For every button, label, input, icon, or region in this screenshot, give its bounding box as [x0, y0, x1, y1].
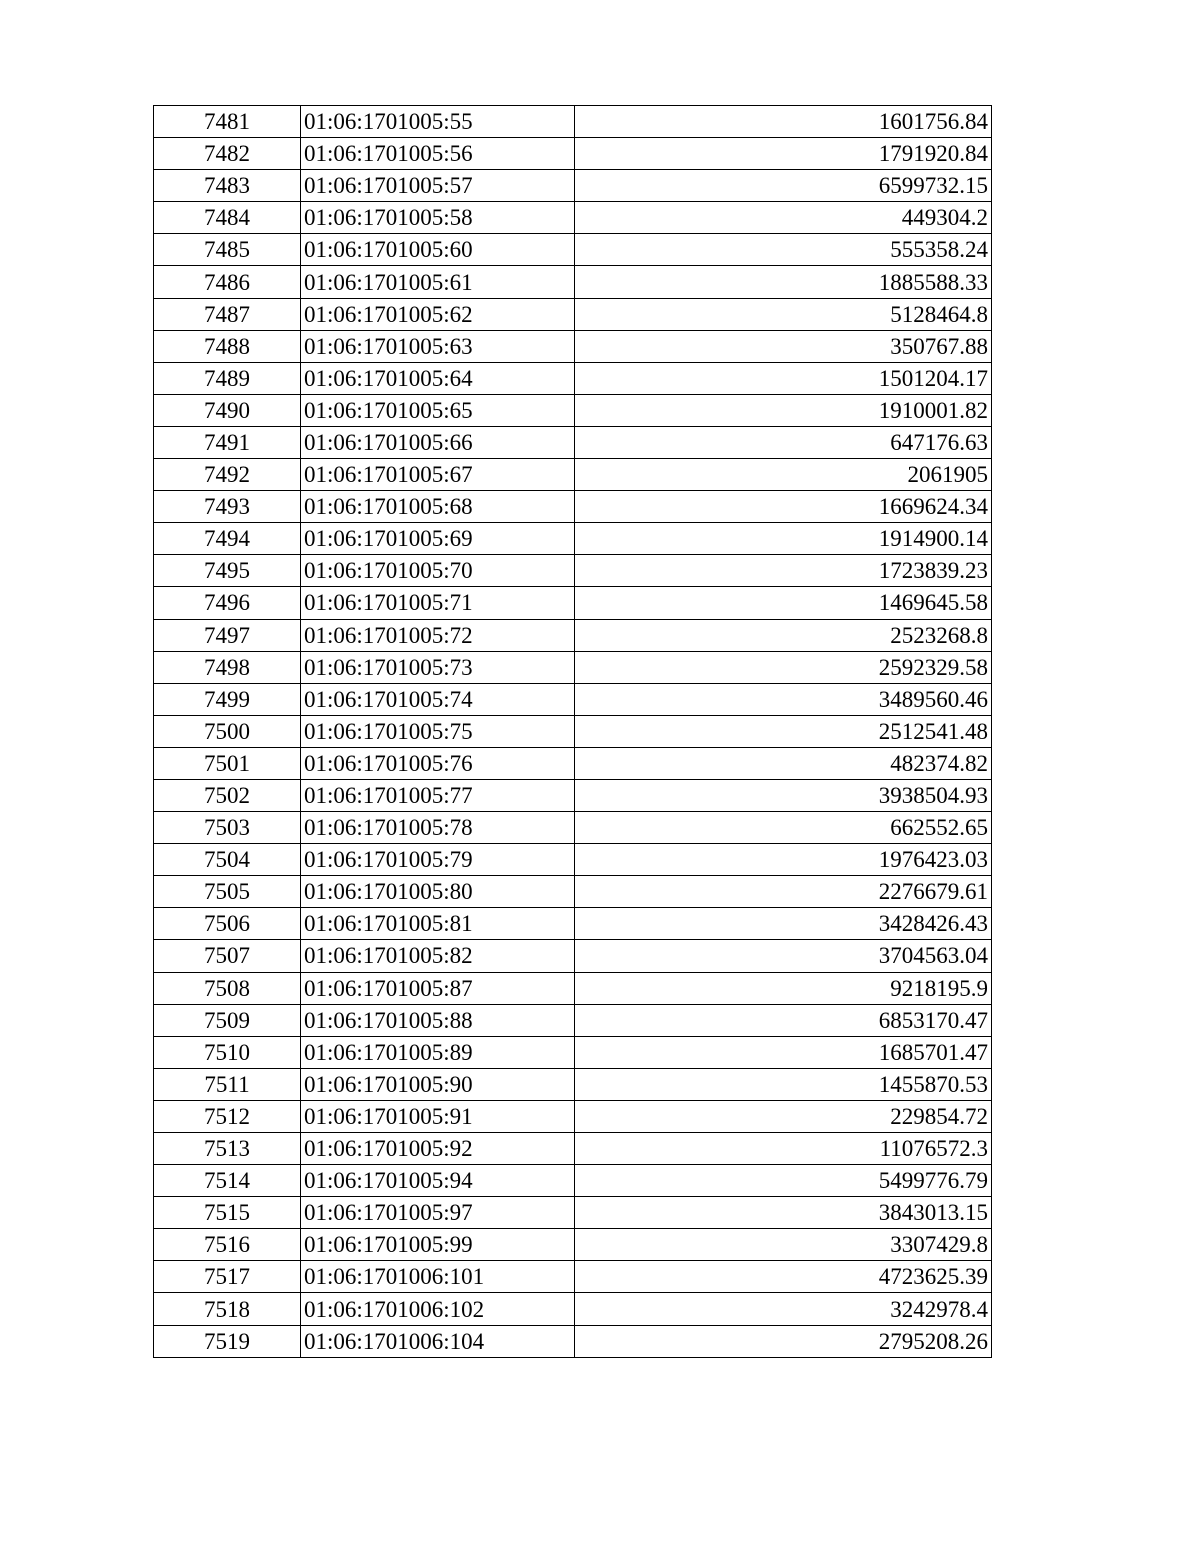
row-number-cell: 7484 — [154, 202, 301, 234]
cadastral-number-cell: 01:06:1701005:60 — [301, 234, 575, 266]
row-number-cell: 7483 — [154, 170, 301, 202]
row-number-cell: 7499 — [154, 683, 301, 715]
row-number-cell: 7482 — [154, 138, 301, 170]
cadastral-number-cell: 01:06:1701005:67 — [301, 459, 575, 491]
cadastral-number-cell: 01:06:1701005:79 — [301, 844, 575, 876]
row-number-cell: 7495 — [154, 555, 301, 587]
row-number-cell: 7510 — [154, 1036, 301, 1068]
value-cell: 662552.65 — [575, 812, 992, 844]
table-row — [154, 1293, 992, 1325]
table-row — [154, 234, 992, 266]
row-number-cell: 7501 — [154, 747, 301, 779]
value-cell: 5128464.8 — [575, 298, 992, 330]
cadastral-number-cell: 01:06:1701005:72 — [301, 619, 575, 651]
row-number-cell: 7508 — [154, 972, 301, 1004]
table-row — [154, 1197, 992, 1229]
value-cell: 229854.72 — [575, 1100, 992, 1132]
table-row — [154, 812, 992, 844]
value-cell: 1501204.17 — [575, 362, 992, 394]
value-cell: 3938504.93 — [575, 779, 992, 811]
value-cell: 5499776.79 — [575, 1165, 992, 1197]
cadastral-number-cell: 01:06:1701005:80 — [301, 876, 575, 908]
table-row — [154, 844, 992, 876]
cadastral-number-cell: 01:06:1701005:65 — [301, 394, 575, 426]
cadastral-number-cell: 01:06:1701005:73 — [301, 651, 575, 683]
table-row — [154, 491, 992, 523]
table-row — [154, 587, 992, 619]
table-body — [154, 106, 992, 1358]
table-row — [154, 555, 992, 587]
value-cell: 350767.88 — [575, 330, 992, 362]
value-cell: 1469645.58 — [575, 587, 992, 619]
row-number-cell: 7486 — [154, 266, 301, 298]
cadastral-number-cell: 01:06:1701005:66 — [301, 426, 575, 458]
cadastral-number-cell: 01:06:1701005:78 — [301, 812, 575, 844]
row-number-cell: 7498 — [154, 651, 301, 683]
table-row — [154, 1325, 992, 1357]
table-row — [154, 426, 992, 458]
cadastral-number-cell: 01:06:1701005:68 — [301, 491, 575, 523]
value-cell: 1669624.34 — [575, 491, 992, 523]
cadastral-number-cell: 01:06:1701005:82 — [301, 940, 575, 972]
value-cell: 3428426.43 — [575, 908, 992, 940]
row-number-cell: 7497 — [154, 619, 301, 651]
table-row — [154, 876, 992, 908]
value-cell: 9218195.9 — [575, 972, 992, 1004]
cadastral-number-cell: 01:06:1701005:77 — [301, 779, 575, 811]
row-number-cell: 7488 — [154, 330, 301, 362]
cadastral-number-cell: 01:06:1701005:58 — [301, 202, 575, 234]
value-cell: 3242978.4 — [575, 1293, 992, 1325]
value-cell: 6853170.47 — [575, 1004, 992, 1036]
row-number-cell: 7517 — [154, 1261, 301, 1293]
row-number-cell: 7485 — [154, 234, 301, 266]
cadastral-number-cell: 01:06:1701005:90 — [301, 1068, 575, 1100]
row-number-cell: 7502 — [154, 779, 301, 811]
cadastral-number-cell: 01:06:1701005:97 — [301, 1197, 575, 1229]
table-row — [154, 138, 992, 170]
row-number-cell: 7509 — [154, 1004, 301, 1036]
row-number-cell: 7489 — [154, 362, 301, 394]
cadastral-number-cell: 01:06:1701006:102 — [301, 1293, 575, 1325]
row-number-cell: 7492 — [154, 459, 301, 491]
cadastral-number-cell: 01:06:1701005:62 — [301, 298, 575, 330]
value-cell: 2276679.61 — [575, 876, 992, 908]
table-row — [154, 330, 992, 362]
value-cell: 2523268.8 — [575, 619, 992, 651]
value-cell: 647176.63 — [575, 426, 992, 458]
row-number-cell: 7516 — [154, 1229, 301, 1261]
cadastral-number-cell: 01:06:1701005:61 — [301, 266, 575, 298]
value-cell: 1910001.82 — [575, 394, 992, 426]
cadastral-number-cell: 01:06:1701005:99 — [301, 1229, 575, 1261]
row-number-cell: 7513 — [154, 1133, 301, 1165]
row-number-cell: 7519 — [154, 1325, 301, 1357]
cadastral-number-cell: 01:06:1701005:71 — [301, 587, 575, 619]
value-cell: 2592329.58 — [575, 651, 992, 683]
value-cell: 4723625.39 — [575, 1261, 992, 1293]
table-row — [154, 523, 992, 555]
table-row — [154, 298, 992, 330]
table-row — [154, 908, 992, 940]
table-row — [154, 651, 992, 683]
row-number-cell: 7506 — [154, 908, 301, 940]
cadastral-number-cell: 01:06:1701005:88 — [301, 1004, 575, 1036]
table-row — [154, 1004, 992, 1036]
value-cell: 2512541.48 — [575, 715, 992, 747]
cadastral-number-cell: 01:06:1701005:76 — [301, 747, 575, 779]
table-row — [154, 1229, 992, 1261]
cadastral-number-cell: 01:06:1701005:57 — [301, 170, 575, 202]
cadastral-number-cell: 01:06:1701005:63 — [301, 330, 575, 362]
table-row — [154, 1036, 992, 1068]
cadastral-number-cell: 01:06:1701005:91 — [301, 1100, 575, 1132]
value-cell: 3843013.15 — [575, 1197, 992, 1229]
value-cell: 449304.2 — [575, 202, 992, 234]
table-row — [154, 170, 992, 202]
value-cell: 1885588.33 — [575, 266, 992, 298]
cadastral-number-cell: 01:06:1701005:70 — [301, 555, 575, 587]
cadastral-value-table — [153, 105, 992, 1358]
table-row — [154, 779, 992, 811]
row-number-cell: 7487 — [154, 298, 301, 330]
row-number-cell: 7511 — [154, 1068, 301, 1100]
row-number-cell: 7500 — [154, 715, 301, 747]
cadastral-number-cell: 01:06:1701005:64 — [301, 362, 575, 394]
row-number-cell: 7494 — [154, 523, 301, 555]
cadastral-number-cell: 01:06:1701005:89 — [301, 1036, 575, 1068]
cadastral-number-cell: 01:06:1701005:92 — [301, 1133, 575, 1165]
table-row — [154, 1100, 992, 1132]
table-row — [154, 1133, 992, 1165]
cadastral-number-cell: 01:06:1701005:87 — [301, 972, 575, 1004]
table-row — [154, 747, 992, 779]
table-row — [154, 459, 992, 491]
value-cell: 3704563.04 — [575, 940, 992, 972]
row-number-cell: 7507 — [154, 940, 301, 972]
value-cell: 1601756.84 — [575, 106, 992, 138]
row-number-cell: 7490 — [154, 394, 301, 426]
cadastral-number-cell: 01:06:1701006:101 — [301, 1261, 575, 1293]
value-cell: 482374.82 — [575, 747, 992, 779]
row-number-cell: 7491 — [154, 426, 301, 458]
table-row — [154, 1165, 992, 1197]
value-cell: 3307429.8 — [575, 1229, 992, 1261]
cadastral-number-cell: 01:06:1701005:94 — [301, 1165, 575, 1197]
table-row — [154, 266, 992, 298]
table-row — [154, 362, 992, 394]
row-number-cell: 7493 — [154, 491, 301, 523]
value-cell: 3489560.46 — [575, 683, 992, 715]
table-row — [154, 715, 992, 747]
cadastral-number-cell: 01:06:1701005:75 — [301, 715, 575, 747]
value-cell: 555358.24 — [575, 234, 992, 266]
cadastral-number-cell: 01:06:1701006:104 — [301, 1325, 575, 1357]
value-cell: 1723839.23 — [575, 555, 992, 587]
cadastral-number-cell: 01:06:1701005:55 — [301, 106, 575, 138]
table-row — [154, 940, 992, 972]
row-number-cell: 7504 — [154, 844, 301, 876]
row-number-cell: 7496 — [154, 587, 301, 619]
table-row — [154, 972, 992, 1004]
table-row — [154, 619, 992, 651]
table-row — [154, 1068, 992, 1100]
value-cell: 1455870.53 — [575, 1068, 992, 1100]
table-row — [154, 394, 992, 426]
value-cell: 6599732.15 — [575, 170, 992, 202]
cadastral-number-cell: 01:06:1701005:69 — [301, 523, 575, 555]
value-cell: 1914900.14 — [575, 523, 992, 555]
value-cell: 11076572.3 — [575, 1133, 992, 1165]
value-cell: 2795208.26 — [575, 1325, 992, 1357]
value-cell: 1791920.84 — [575, 138, 992, 170]
row-number-cell: 7505 — [154, 876, 301, 908]
row-number-cell: 7514 — [154, 1165, 301, 1197]
value-cell: 2061905 — [575, 459, 992, 491]
cadastral-number-cell: 01:06:1701005:81 — [301, 908, 575, 940]
row-number-cell: 7518 — [154, 1293, 301, 1325]
cadastral-number-cell: 01:06:1701005:56 — [301, 138, 575, 170]
table-row — [154, 683, 992, 715]
value-cell: 1685701.47 — [575, 1036, 992, 1068]
cadastral-number-cell: 01:06:1701005:74 — [301, 683, 575, 715]
table-row — [154, 202, 992, 234]
row-number-cell: 7512 — [154, 1100, 301, 1132]
value-cell: 1976423.03 — [575, 844, 992, 876]
row-number-cell: 7503 — [154, 812, 301, 844]
table-row — [154, 106, 992, 138]
row-number-cell: 7481 — [154, 106, 301, 138]
table-row — [154, 1261, 992, 1293]
row-number-cell: 7515 — [154, 1197, 301, 1229]
